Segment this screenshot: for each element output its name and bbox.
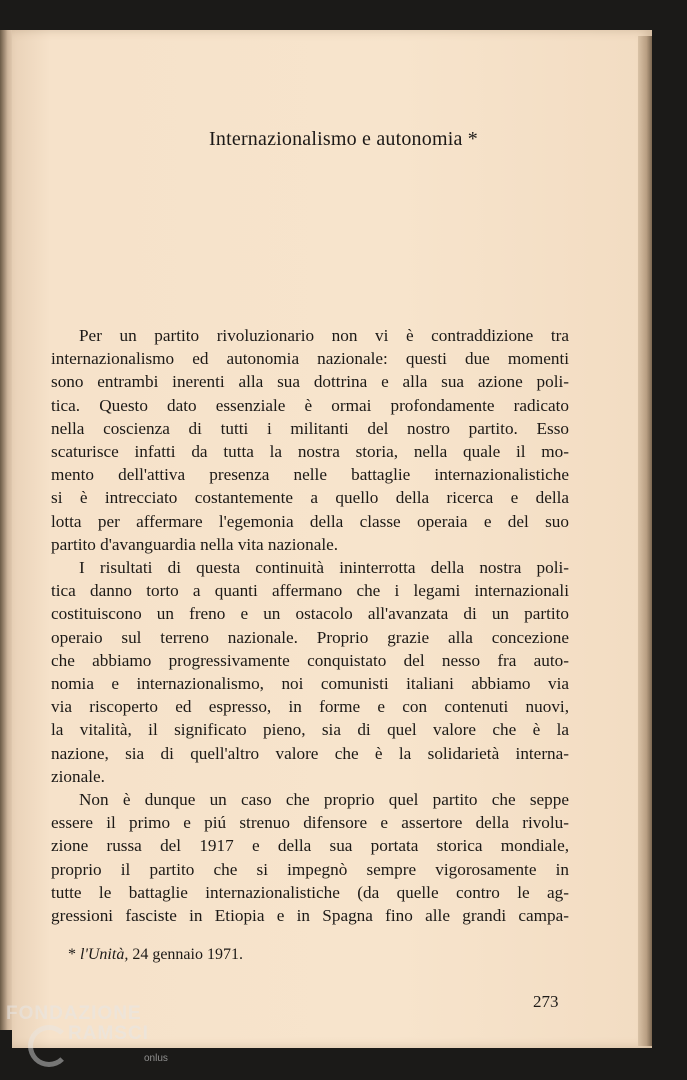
text-line: I risultati di questa continuità ininterrotta della nostra poli- [79, 558, 569, 578]
page-edge [638, 36, 652, 1046]
watermark-logo [6, 1003, 206, 1073]
watermark-text: onlus [144, 1053, 168, 1064]
text-line: la vitalità, il significato pieno, sia di quel valore che è la [51, 720, 569, 740]
paragraph-3 [51, 788, 569, 927]
footnote-marker: * [68, 946, 76, 963]
text-line: tutte le battaglie internazionalistiche (da quelle contro le ag- [51, 882, 569, 902]
footnote-date: 24 gennaio 1971. [132, 946, 243, 963]
text-line: si è intrecciato costantemente a quello della ricerca e della [51, 488, 569, 508]
footnote-source: l'Unità, [80, 946, 129, 963]
page-number: 273 [533, 992, 559, 1011]
text-line: operaio sul terreno nazionale. Proprio grazie alla concezione [51, 627, 569, 647]
text-line: proprio il partito che si impegnò sempre vigorosamente in [51, 859, 569, 879]
text-line: nazione, sia di quell'altro valore che è la solidarietà interna- [51, 743, 569, 763]
text-line: lotta per affermare l'egemonia della classe operaia e del suo [51, 511, 569, 531]
text-line: Non è dunque un caso che proprio quel partito che seppe [79, 790, 569, 810]
chapter-title: Internazionalismo e autonomia * [209, 128, 478, 150]
watermark-text: RAMSCI [68, 1023, 149, 1044]
text-line: tica danno torto a quanti affermano che i legami internazionali [51, 581, 569, 601]
text-line: nomia e internazionalismo, noi comunisti italiani abbiamo via [51, 674, 569, 694]
text-line: via riscoperto ed espresso, in forme e con contenuti nuovi, [51, 697, 569, 717]
text-line: zionale. [51, 766, 105, 786]
text-line: che abbiamo progressivamente conquistato del nesso fra auto- [51, 650, 569, 670]
g-circle-icon [28, 1025, 70, 1067]
text-line: zione russa del 1917 e della sua portata storica mondiale, [51, 836, 569, 856]
text-line: tica. Questo dato essenziale è ormai profondamente radicato [51, 395, 569, 415]
paragraph-1 [51, 324, 569, 556]
text-line: mento dell'attiva presenza nelle battaglie internazionalistiche [51, 465, 569, 485]
text-line: costituiscono un freno e un ostacolo all'avanzata di un partito [51, 604, 569, 624]
body-text [51, 324, 569, 927]
text-line: internazionalismo ed autonomia nazionale: questi due momenti [51, 349, 569, 369]
text-line: partito d'avanguardia nella vita nazionale. [51, 534, 339, 554]
paragraph-2 [51, 556, 569, 788]
text-line: Per un partito rivoluzionario non vi è contraddizione tra [79, 326, 569, 345]
footnote [68, 946, 243, 964]
text-line: sono entrambi inerenti alla sua dottrina e alla sua azione poli- [51, 372, 569, 392]
text-line: scaturisce infatti da tutta la nostra storia, nella quale il mo- [51, 442, 569, 462]
text-line: essere il primo e piú strenuo difensore e assertore della rivolu- [51, 813, 569, 833]
text-line: gressioni fasciste in Etiopia e in Spagna fino alle grandi campa- [51, 906, 569, 926]
watermark-text: FONDAZIONE [6, 1003, 142, 1024]
text-line: nella coscienza di tutti i militanti del nostro partito. Esso [51, 418, 569, 438]
